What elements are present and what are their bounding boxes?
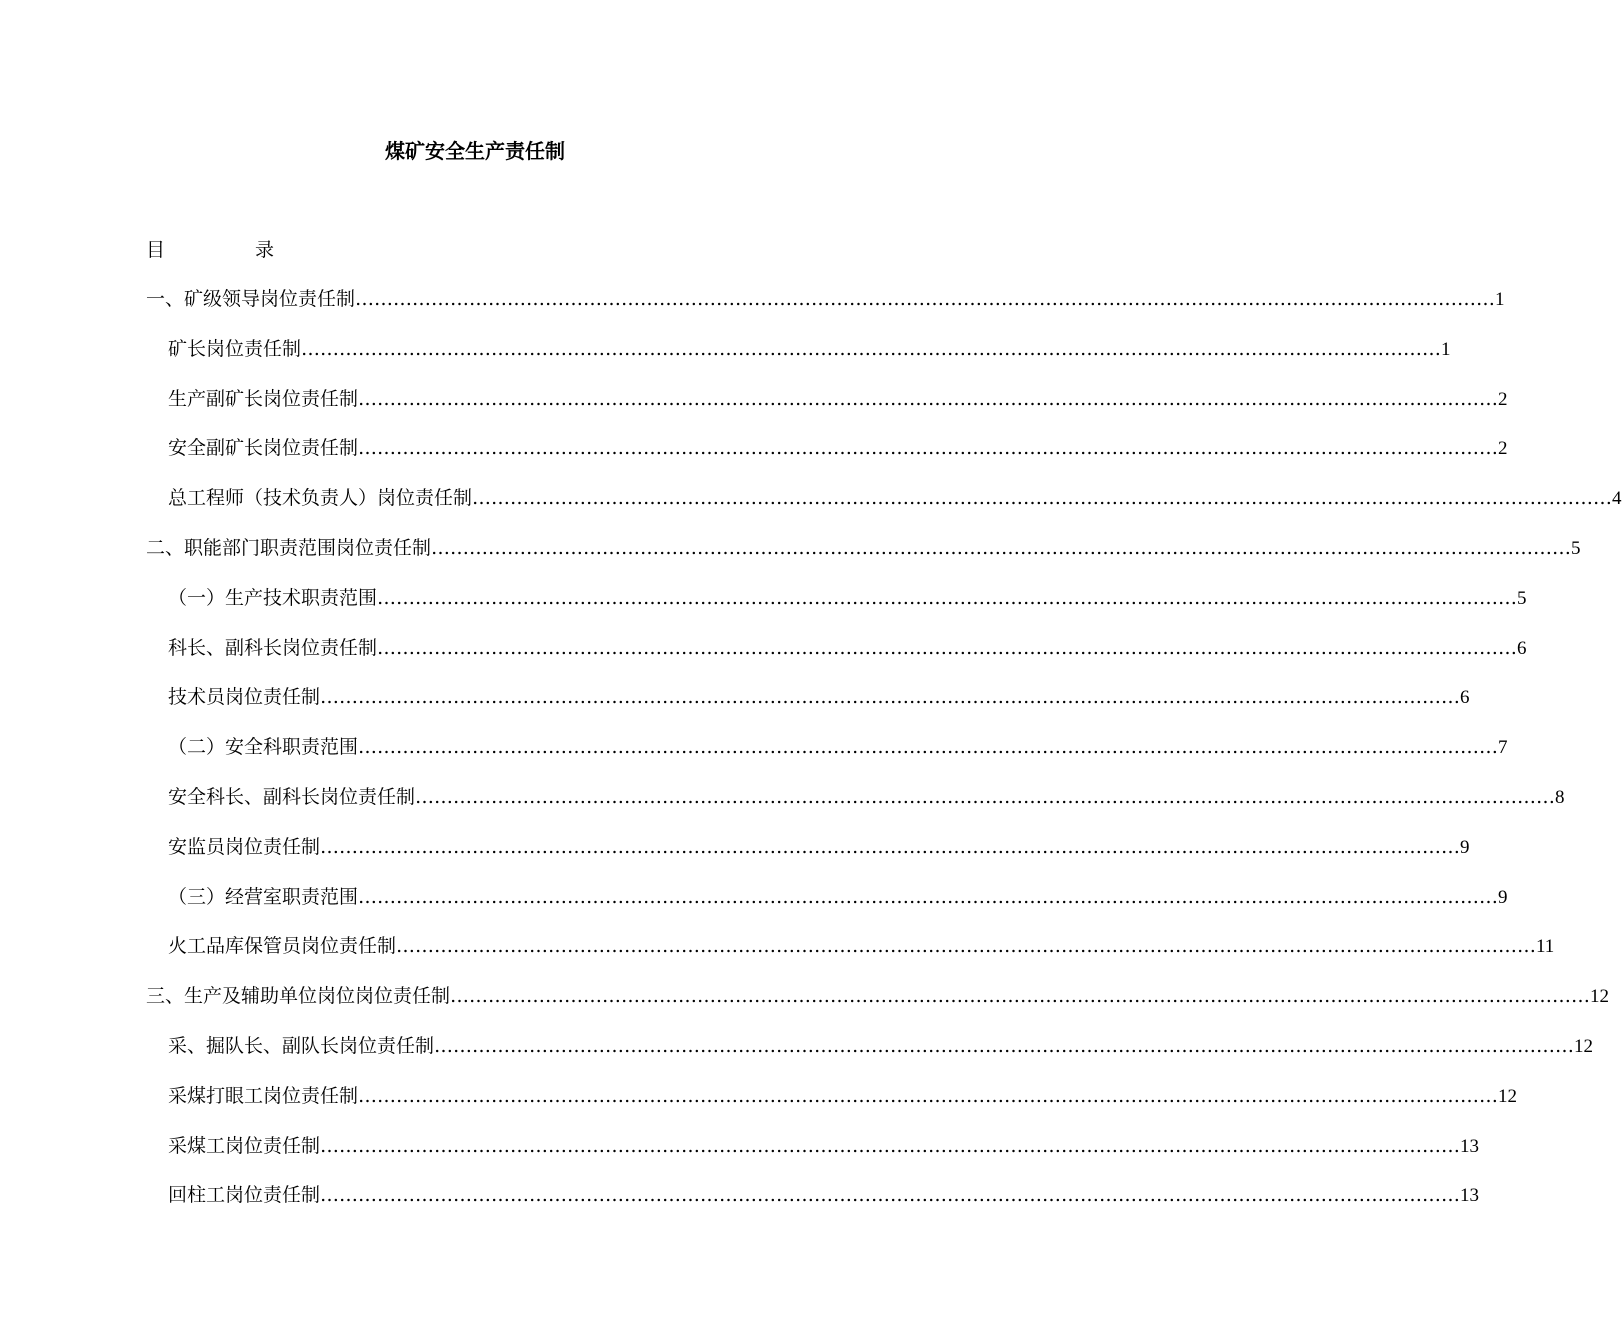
toc-leader-dots: ………………………………………………………………………………………………………………………………………………………………: [320, 686, 1461, 709]
toc-entry-label: 科长、副科长岗位责任制: [168, 636, 378, 659]
toc-entry-label: 安监员岗位责任制: [168, 835, 321, 858]
toc-leader-dots: ………………………………………………………………………………………………………………………………………………………………: [320, 1184, 1461, 1207]
toc-entry[interactable]: [168, 1132, 1480, 1160]
toc-entry[interactable]: [146, 285, 1505, 313]
toc-entry-label: 采、掘队长、副队长岗位责任制: [168, 1035, 435, 1057]
toc-leader-dots: ………………………………………………………………………………………………………………………………………………………………: [358, 437, 1499, 460]
toc-entry-label: （一）生产技术职责范围: [168, 586, 378, 609]
toc-entry-page: 13: [1460, 1135, 1480, 1157]
toc-entry[interactable]: [168, 584, 1527, 612]
toc-heading: [146, 236, 274, 264]
toc-entry[interactable]: [168, 683, 1470, 711]
toc-leader-dots: ………………………………………………………………………………………………………………………………………………………………: [358, 1084, 1499, 1107]
toc-entry-label: 二、职能部门职责范围岗位责任制: [146, 537, 432, 559]
toc-entry-label: 安全科长、副科长岗位责任制: [168, 786, 416, 808]
toc-leader-dots: ………………………………………………………………………………………………………………………………………………………………: [358, 736, 1499, 759]
toc-leader-dots: ………………………………………………………………………………………………………………………………………………………………: [355, 288, 1496, 310]
toc-entry[interactable]: [146, 534, 1581, 562]
toc-leader-dots: ………………………………………………………………………………………………………………………………………………………………: [434, 1035, 1575, 1057]
toc-entry[interactable]: [168, 833, 1470, 861]
toc-entry-label: 技术员岗位责任制: [168, 686, 321, 709]
toc-entry-page: 12: [1574, 1036, 1594, 1057]
toc-leader-dots: ………………………………………………………………………………………………………………………………………………………………: [472, 487, 1613, 510]
toc-entry-label: 火工品库保管员岗位责任制: [168, 935, 397, 958]
toc-leader-dots: ………………………………………………………………………………………………………………………………………………………………: [377, 636, 1518, 659]
toc-entry[interactable]: [168, 883, 1508, 911]
toc-entry[interactable]: [168, 932, 1555, 960]
toc-entry[interactable]: [146, 982, 1610, 1010]
toc-entry-page: 1: [1441, 338, 1451, 360]
toc-entry-page: 5: [1571, 538, 1581, 559]
toc-leader-dots: ………………………………………………………………………………………………………………………………………………………………: [415, 786, 1556, 808]
toc-entry-label: （三）经营室职责范围: [168, 885, 359, 908]
toc-leader-dots: ………………………………………………………………………………………………………………………………………………………………: [396, 935, 1537, 958]
toc-heading-char-2: 录: [255, 239, 275, 261]
toc-entry-page: 1: [1495, 289, 1505, 310]
toc-entry-page: 9: [1498, 886, 1508, 908]
toc-entry[interactable]: [168, 1181, 1480, 1209]
toc-entry-page: 6: [1517, 637, 1527, 659]
toc-entry-page: 4: [1612, 488, 1622, 510]
toc-entry[interactable]: [168, 335, 1451, 363]
toc-leader-dots: ………………………………………………………………………………………………………………………………………………………………: [450, 985, 1591, 1008]
toc-entry-page: 11: [1536, 936, 1555, 958]
toc-entry-label: 一、矿级领导岗位责任制: [146, 288, 356, 310]
toc-entry-page: 12: [1590, 986, 1610, 1008]
toc-entry-page: 2: [1498, 438, 1508, 460]
toc-leader-dots: ………………………………………………………………………………………………………………………………………………………………: [358, 885, 1499, 908]
toc-entry-page: 12: [1498, 1085, 1518, 1107]
toc-entry[interactable]: [168, 434, 1508, 462]
toc-entry-label: 三、生产及辅助单位岗位岗位责任制: [146, 985, 451, 1008]
toc-entry[interactable]: [168, 733, 1508, 761]
toc-entry[interactable]: [168, 484, 1622, 512]
document-title: 煤矿安全生产责任制: [385, 139, 565, 163]
toc-entry-label: 采煤工岗位责任制: [168, 1134, 321, 1157]
toc-leader-dots: ………………………………………………………………………………………………………………………………………………………………: [377, 586, 1518, 609]
toc-leader-dots: ………………………………………………………………………………………………………………………………………………………………: [358, 387, 1499, 410]
toc-entry-page: 9: [1460, 836, 1470, 858]
toc-leader-dots: ………………………………………………………………………………………………………………………………………………………………: [320, 1134, 1461, 1157]
toc-entry[interactable]: [168, 1032, 1594, 1060]
toc-entry[interactable]: [168, 1082, 1518, 1110]
toc-entry-page: 13: [1460, 1185, 1480, 1207]
toc-entry-label: 安全副矿长岗位责任制: [168, 437, 359, 460]
toc-leader-dots: ………………………………………………………………………………………………………………………………………………………………: [320, 835, 1461, 858]
toc-entry-label: 生产副矿长岗位责任制: [168, 387, 359, 410]
toc-leader-dots: ………………………………………………………………………………………………………………………………………………………………: [301, 337, 1442, 360]
toc-entry-label: 矿长岗位责任制: [168, 337, 302, 360]
toc-entry-label: 回柱工岗位责任制: [168, 1184, 321, 1207]
toc-heading-char-1: 目: [146, 239, 166, 261]
toc-entry-label: （二）安全科职责范围: [168, 736, 359, 759]
toc-entry[interactable]: [168, 634, 1527, 662]
toc-entry-page: 8: [1555, 787, 1565, 808]
toc-entry[interactable]: [168, 783, 1565, 811]
toc-entry-page: 5: [1517, 587, 1527, 609]
toc-entry-page: 6: [1460, 687, 1470, 709]
toc-entry[interactable]: [168, 385, 1508, 413]
toc-leader-dots: ………………………………………………………………………………………………………………………………………………………………: [431, 537, 1572, 559]
toc-entry-label: 总工程师（技术负责人）岗位责任制: [168, 487, 473, 510]
toc-entry-page: 7: [1498, 737, 1508, 759]
toc-entry-label: 采煤打眼工岗位责任制: [168, 1084, 359, 1107]
toc-entry-page: 2: [1498, 388, 1508, 410]
